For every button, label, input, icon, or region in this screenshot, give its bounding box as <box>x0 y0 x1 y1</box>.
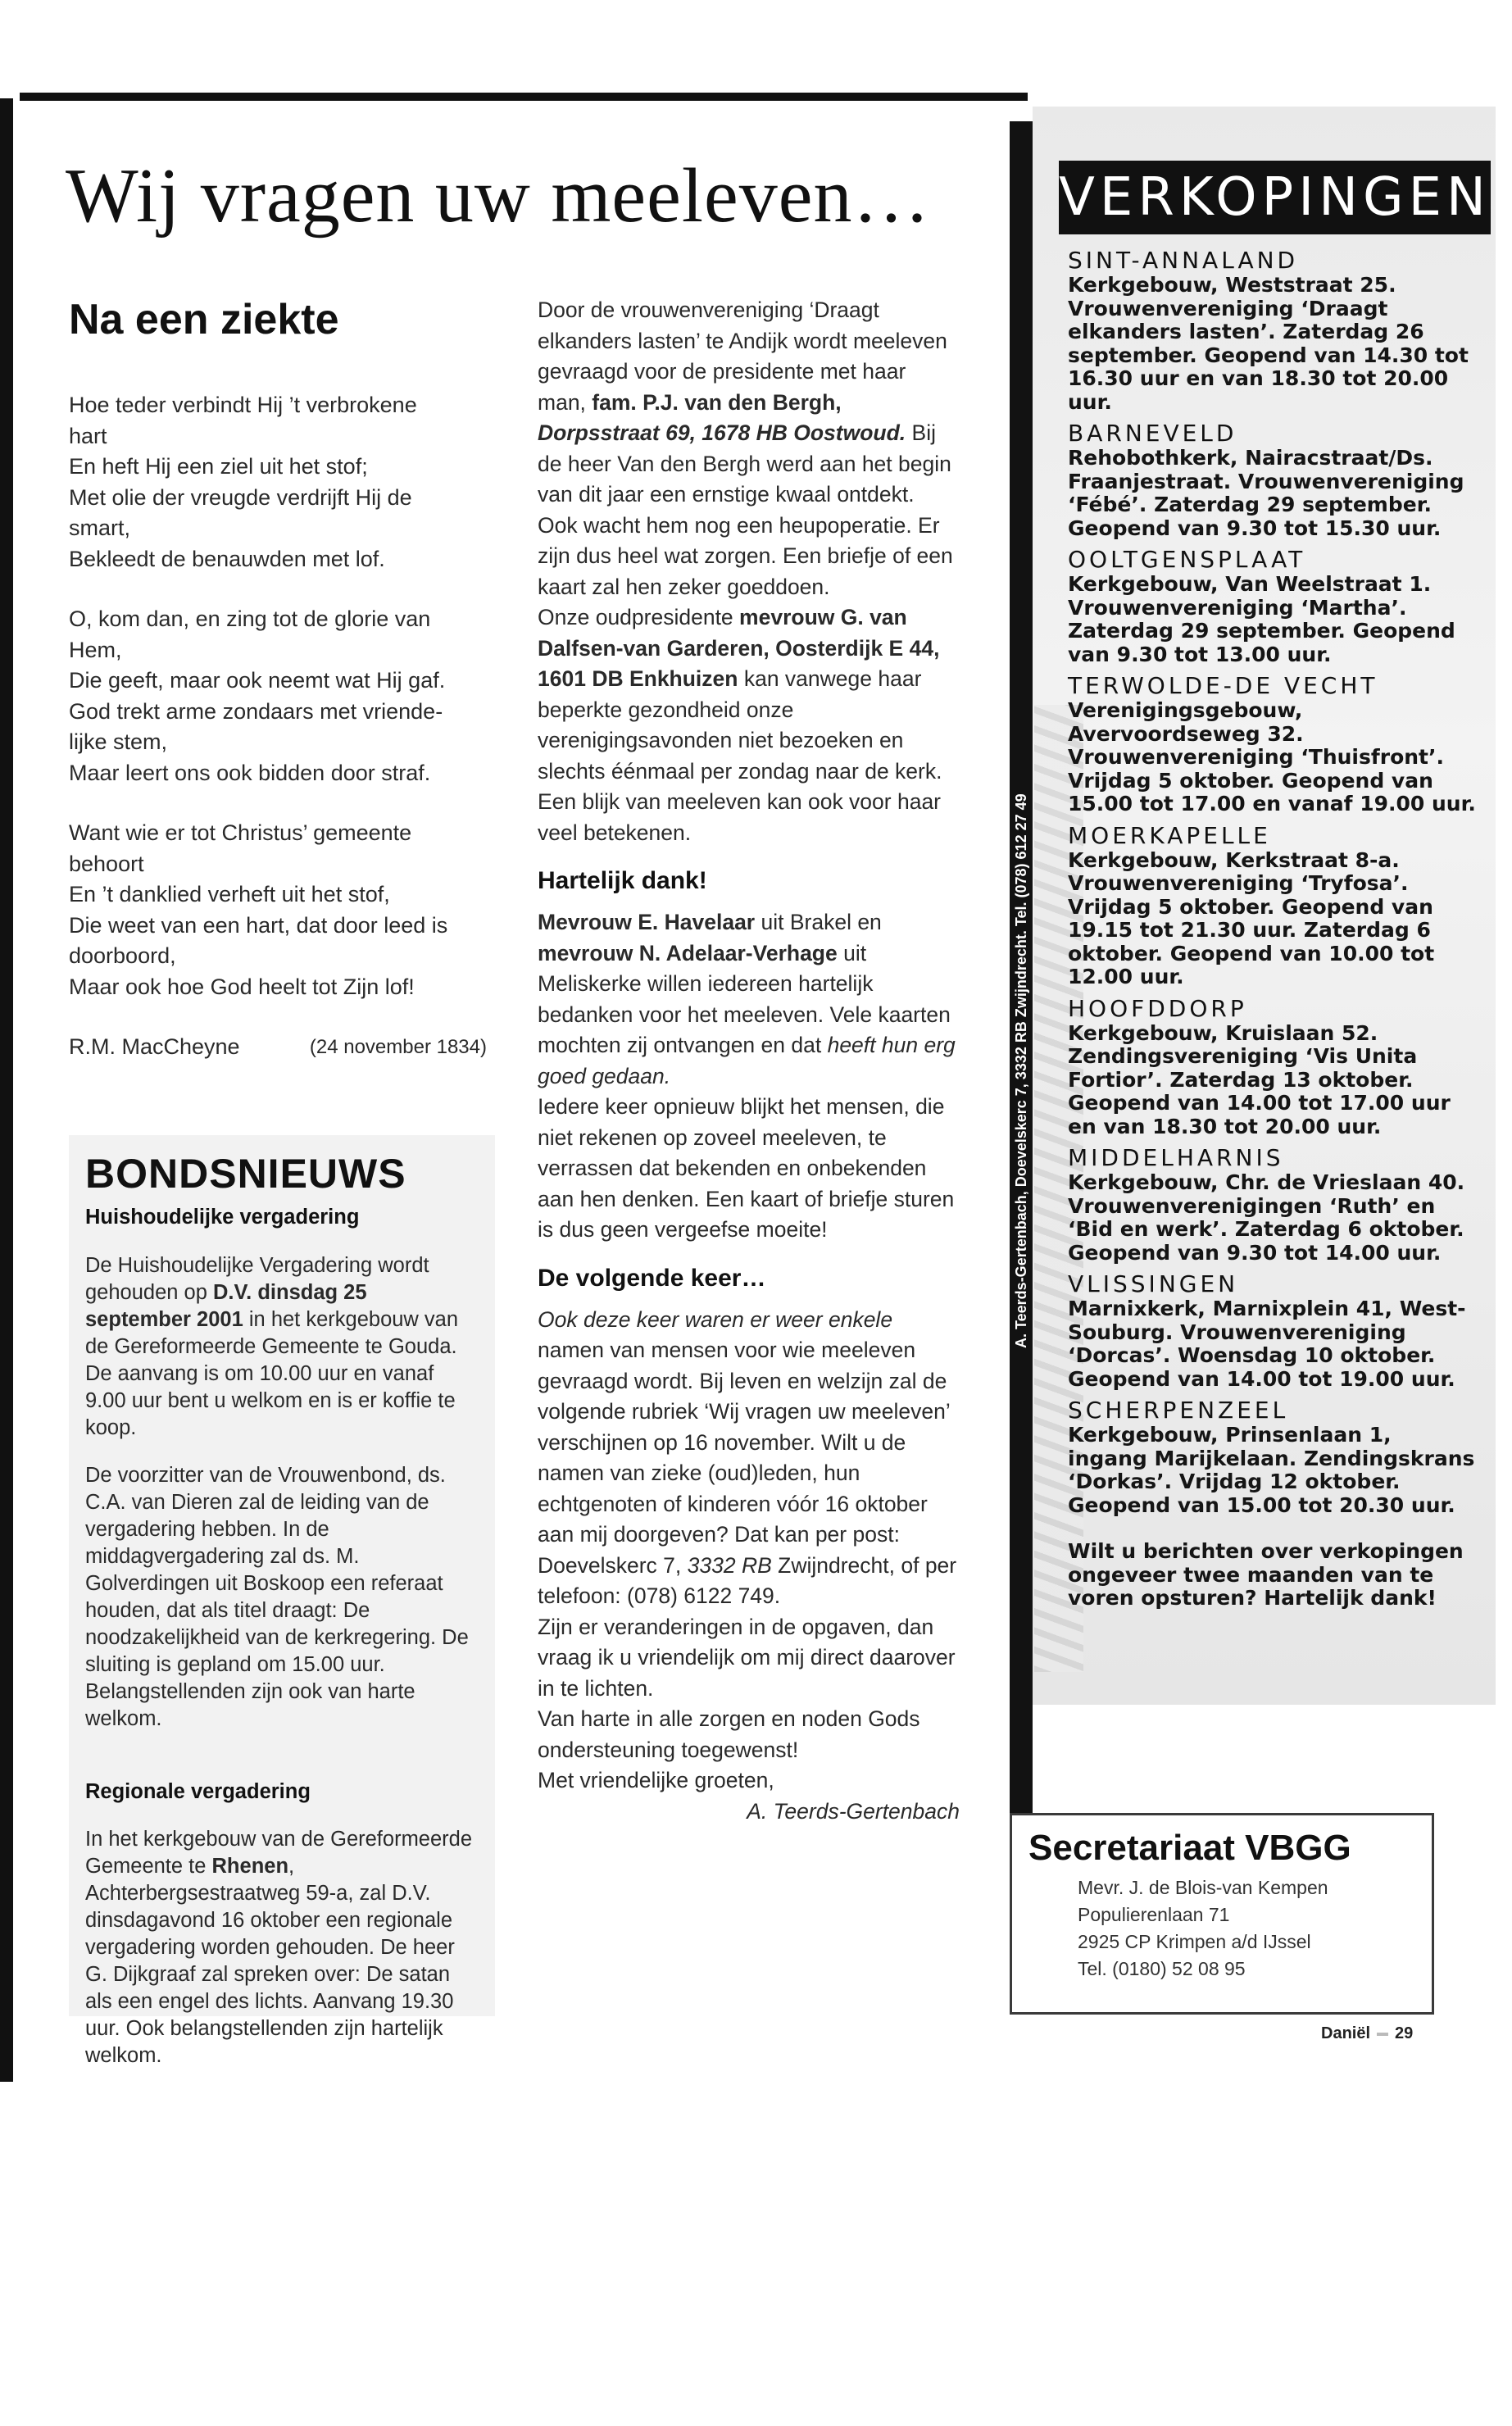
left-margin-bar <box>0 98 13 2082</box>
verkoping-place: OOLTGENSPLAAT <box>1068 546 1306 573</box>
verkoping-item <box>1068 1145 1478 1265</box>
poem-line: Die geeft, maar ook neemt wat Hij gaf. <box>69 668 446 693</box>
magazine-name: Daniël <box>1321 2024 1371 2042</box>
poem-line: doorboord, <box>69 943 176 968</box>
poem-line: Hem, <box>69 637 122 662</box>
text-run: Door de vrouwenvereniging ‘Draagt elkanders lasten’ te Andijk wordt meeleven gevraagd voor de presidente met haar man, <box>538 298 947 415</box>
text-run: Onze oudpresidente <box>538 605 740 629</box>
middle-paragraph-2 <box>538 602 960 848</box>
verkoping-item <box>1068 823 1478 989</box>
signature: A. Teerds-Gertenbach <box>747 1798 960 1824</box>
poem-line: lijke stem, <box>69 729 168 754</box>
bondsnieuws-box <box>69 1135 492 2426</box>
text-run: Dorpsstraat 69, 1678 HB Oostwoud. <box>538 420 906 445</box>
text-run: kan vanwege haar beperkte gezondheid onze verenigingsavonden niet bezoeken en slechts éénmaal per zondag naar de kerk. Een blijk van meeleven kan ook voor haar veel betekenen. <box>538 666 942 845</box>
verkoping-details: Kerkgebouw, Kerkstraat 8-a. Vrouwenvereniging ‘Tryfosa’. Vrijdag 5 oktober. Geopend van 19.15 tot 21.30 uur. Zaterdag 6 oktober. Geopend van 10.00 tot 12.00 uur. <box>1068 847 1435 988</box>
poem-line: smart, <box>69 516 131 540</box>
page-footer <box>1321 2024 1413 2043</box>
text-run: uit Meliskerke willen iedereen hartelijk bedanken voor het meeleven. Vele kaarten mochten zij ontvangen en dat <box>538 940 951 1057</box>
contact-strip-text: A. Teerds-Gertenbach, Doevelskerc 7, 3332 RB Zwijndrecht. Tel. (078) 612 27 49 <box>1013 793 1029 1348</box>
text-run: namen van mensen voor wie meeleven gevraagd wordt. Bij leven en welzijn zal de volgende rubriek ‘Wij vragen uw meeleven’ verschijnen op 16 november. Wilt u de namen van zieke (oud)leden, hun echtgenoten of kinderen vóór 16 oktober aan mij doorgeven? Dat kan per post: Doevelskerc 7, <box>538 1338 950 1578</box>
verkopingen-list <box>1068 248 1478 1611</box>
text-run: De Huishoudelijke Vergadering wordt gehouden op <box>85 1253 429 1304</box>
text-run: mevrouw G. van Dalfsen-van Garderen, Oosterdijk E 44, 1601 DB Enkhuizen <box>538 605 940 691</box>
middle-paragraph-8: Met vriendelijke groeten, <box>538 1768 774 1792</box>
thanks-heading: Hartelijk dank! <box>538 867 707 894</box>
secretariaat-line: Populierenlaan 71 <box>1078 1904 1230 1925</box>
page-number: 29 <box>1395 2024 1414 2042</box>
page-title: Wij vragen uw meeleven… <box>66 153 931 239</box>
bonds-subheading-2: Regionale vergadering <box>85 1779 311 1803</box>
poem-stanza <box>69 390 495 575</box>
middle-paragraph-1 <box>538 295 960 602</box>
next-time-heading: De volgende keer… <box>538 1264 766 1292</box>
text-run: Zwijndrecht, of per telefoon: (078) 6122 749. <box>538 1552 957 1608</box>
poem-line: Maar leert ons ook bidden door straf. <box>69 760 431 785</box>
poem-stanza <box>69 818 495 1002</box>
secretariaat-box <box>1010 1813 1434 2015</box>
verkoping-item <box>1068 248 1478 414</box>
text-run: uit Brakel en <box>755 910 882 934</box>
poem-author: R.M. MacCheyne <box>69 1034 240 1059</box>
verkoping-details: Kerkgebouw, Van Weelstraat 1. Vrouwenvereniging ‘Martha’. Zaterdag 29 september. Geopend van 9.30 tot 13.00 uur. <box>1068 572 1455 666</box>
verkopingen-title: VERKOPINGEN <box>1059 161 1491 234</box>
verkoping-item <box>1068 547 1478 666</box>
secretariaat-title: Secretariaat VBGG <box>1028 1828 1351 1868</box>
middle-column <box>538 295 960 1827</box>
text-run: Ook deze keer waren er weer enkele <box>538 1306 893 1332</box>
verkoping-details: Kerkgebouw, Weststraat 25. Vrouwenvereniging ‘Draagt elkanders lasten’. Zaterdag 26 september. Geopend van 14.30 tot 16.30 uur en van 18.30 tot 20.00 uur. <box>1068 273 1469 414</box>
verkoping-place: VLISSINGEN <box>1068 1270 1239 1297</box>
text-run: Mevrouw E. Havelaar <box>538 910 756 934</box>
text-run: D.V. dinsdag 25 september 2001 <box>85 1280 367 1331</box>
text-run: 3332 RB <box>687 1552 772 1578</box>
text-run: heeft hun erg goed gedaan. <box>538 1033 956 1088</box>
text-run: fam. P.J. van den Bergh, <box>592 389 842 415</box>
middle-paragraph-4: Iedere keer opnieuw blijkt het mensen, die niet rekenen op zoveel meeleven, te verrassen dat bekenden en onbekenden aan hen denken. Een kaart of briefje sturen is dus geen vergeefse moeite! <box>538 1094 955 1242</box>
verkoping-item <box>1068 420 1478 540</box>
poem-line: Maar ook hoe God heelt tot Zijn lof! <box>69 974 415 999</box>
secretariaat-line: Mevr. J. de Blois-van Kempen <box>1078 1877 1328 1898</box>
verkoping-place: TERWOLDE-DE VECHT <box>1068 672 1378 699</box>
verkoping-place: HOOFDDORP <box>1068 994 1247 1022</box>
poem-attribution <box>69 1032 487 1063</box>
verkoping-details: Kerkgebouw, Kruislaan 52. Zendingsvereniging ‘Vis Unita Fortior’. Zaterdag 13 oktober. Geopend van 14.00 tot 17.00 uur en van 18.30 tot 20.00 uur. <box>1068 1020 1451 1138</box>
poem-date: (24 november 1834) <box>309 1036 487 1058</box>
verkoping-place: SINT-ANNALAND <box>1068 247 1299 274</box>
verkopingen-footer: Wilt u berichten over verkopingen ongeveer twee maanden van te voren opsturen? Hartelijk dank! <box>1068 1539 1464 1610</box>
text-run: Bij de heer Van den Bergh werd aan het begin van dit jaar een ernstige kwaal ontdekt. Ook wacht hem nog een heupoperatie. Er zijn dus heel wat zorgen. Een briefje of een kaart zal hen zeker goeddoen. <box>538 420 953 599</box>
poem-line: Bekleedt de benauwden met lof. <box>69 546 385 571</box>
poem-line: behoort <box>69 851 144 876</box>
poem-line: hart <box>69 423 107 448</box>
top-rule <box>20 93 1028 101</box>
poem-heading: Na een ziekte <box>69 296 339 343</box>
poem-line: O, kom dan, en zing tot de glorie van <box>69 606 431 631</box>
poem-line: Met olie der vreugde verdrijft Hij de <box>69 484 412 510</box>
verkoping-item <box>1068 1271 1478 1391</box>
poem <box>69 390 495 1002</box>
secretariaat-line: 2925 CP Krimpen a/d IJssel <box>1078 1931 1311 1952</box>
poem-line: En heft Hij een ziel uit het stof; <box>69 454 368 479</box>
poem-line: Want wie er tot Christus’ gemeente <box>69 820 412 845</box>
middle-paragraph-6: Zijn er veranderingen in de opgaven, dan vraag ik u vriendelijk om mij direct daarover in te lichten. <box>538 1614 956 1701</box>
text-run: , Achterbergsestraatweg 59-a, zal D.V. dinsdagavond 16 oktober een regionale vergadering worden gehouden. De heer G. Dijkgraaf zal spreken over: De satan als een engel des lichts. Aanvang 19.30 uur. Ook belangstellenden zijn hartelijk welkom. <box>85 1855 455 2067</box>
verkoping-place: MOERKAPELLE <box>1068 821 1271 849</box>
middle-paragraph-5 <box>538 1305 960 1612</box>
verkoping-item <box>1068 673 1478 816</box>
bonds-paragraph-1 <box>85 1252 474 1442</box>
bondsnieuws-title: BONDSNIEUWS <box>85 1151 406 1197</box>
verkoping-details: Rehobothkerk, Nairacstraat/Ds. Fraanjestraat. Vrouwenvereniging ‘Fébé’. Zaterdag 29 september. Geopend van 9.30 tot 15.30 uur. <box>1068 446 1464 540</box>
verkoping-place: MIDDELHARNIS <box>1068 1144 1284 1171</box>
poem-line: God trekt arme zondaars met vriende- <box>69 698 443 724</box>
verkoping-details: Verenigingsgebouw, Avervoordseweg 32. Vrouwenvereniging ‘Thuisfront’. Vrijdag 5 oktober. Geopend van 15.00 tot 17.00 en vanaf 19.00 uur. <box>1068 698 1476 815</box>
text-run: Rhenen <box>211 1855 289 1878</box>
verkoping-item <box>1068 996 1478 1139</box>
poem-stanza <box>69 604 495 788</box>
text-run: mevrouw N. Adelaar-Verhage <box>538 940 838 965</box>
secretariaat-line: Tel. (0180) 52 08 95 <box>1078 1958 1246 1979</box>
verkoping-details: Kerkgebouw, Chr. de Vrieslaan 40. Vrouwenverenigingen ‘Ruth’ en ‘Bid en werk’. Zaterdag 6 oktober. Geopend van 9.30 tot 14.00 uur. <box>1068 1170 1465 1265</box>
text-run: in het kerkgebouw van de Gereformeerde Gemeente te Gouda. De aanvang is om 10.00 uur en vanaf 9.00 uur bent u welkom en is er koffie te koop. <box>85 1307 459 1439</box>
poem-line: Die weet van een hart, dat door leed is <box>69 912 448 938</box>
text-run: In het kerkgebouw van de Gereformeerde Gemeente te <box>85 1828 473 1878</box>
bonds-paragraph-3 <box>85 1826 474 2069</box>
middle-paragraph-3 <box>538 907 960 1092</box>
verkoping-details: Marnixkerk, Marnixplein 41, West-Souburg. Vrouwenvereniging ‘Dorcas’. Woensdag 10 oktober. Geopend van 14.00 tot 19.00 uur. <box>1068 1297 1466 1391</box>
bonds-subheading-1: Huishoudelijke vergadering <box>85 1206 360 1229</box>
verkoping-item <box>1068 1397 1478 1517</box>
verkoping-place: BARNEVELD <box>1068 420 1237 447</box>
middle-paragraph-7: Van harte in alle zorgen en noden Gods ondersteuning toegewenst! <box>538 1706 920 1762</box>
poem-line: Hoe teder verbindt Hij ’t verbrokene <box>69 393 417 417</box>
verkoping-place: SCHERPENZEEL <box>1068 1397 1289 1424</box>
poem-line: En ’t danklied verheft uit het stof, <box>69 882 390 906</box>
bonds-paragraph-2: De voorzitter van de Vrouwenbond, ds. C.A. van Dieren zal de leiding van de vergadering hebben. In de middagvergadering zal ds. M. Golverdingen uit Boskoop een referaat houden, dat als titel draagt: De noodzakelijkheid van de kerkregering. De sluiting is gepland om 15.00 uur. Belangstellenden zijn ook van harte welkom. <box>85 1464 469 1730</box>
verkoping-details: Kerkgebouw, Prinsenlaan 1, ingang Marijkelaan. Zendingskrans ‘Dorkas’. Vrijdag 12 oktober. Geopend van 15.00 tot 20.30 uur. <box>1068 1423 1475 1517</box>
poem-column <box>69 295 495 1063</box>
